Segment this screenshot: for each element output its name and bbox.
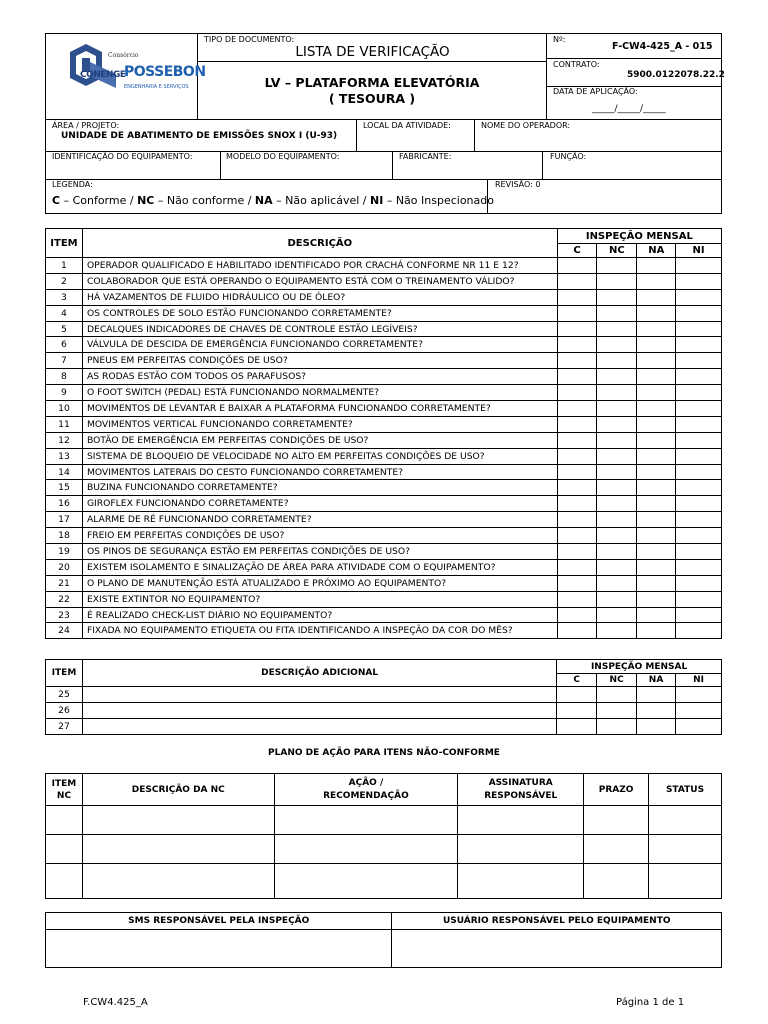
check-cell-c[interactable]: [557, 273, 597, 289]
local-atividade-label: LOCAL DA ATIVIDADE:: [363, 121, 451, 130]
check-cell-nc[interactable]: [597, 305, 637, 321]
check-cell-c[interactable]: [557, 432, 597, 448]
adicional-col-na-header: NA: [637, 674, 676, 687]
plano-row: [46, 835, 722, 864]
check-cell-nc[interactable]: [597, 385, 637, 401]
check-cell-ni[interactable]: [676, 321, 722, 337]
checklist-row: [46, 401, 722, 417]
sms-signature-field[interactable]: [46, 930, 392, 968]
check-cell-nc[interactable]: [597, 448, 637, 464]
nome-operador-cell[interactable]: [475, 120, 721, 152]
adicional-description-field[interactable]: [82, 703, 556, 719]
plano-col-acao: [274, 774, 458, 806]
check-cell-na[interactable]: [637, 559, 676, 575]
item-number: 8: [46, 369, 83, 385]
check-cell-ni[interactable]: [676, 575, 722, 591]
document-title: LV – PLATAFORMA ELEVATÓRIA: [264, 75, 480, 90]
adicional-row: [46, 703, 722, 719]
check-cell-na[interactable]: [637, 258, 676, 274]
legenda-code-nc: NC: [137, 194, 155, 207]
check-cell-na[interactable]: [637, 464, 676, 480]
item-description: É REALIZADO CHECK-LIST DIÁRIO NO EQUIPAMENTO?: [82, 607, 557, 623]
item-number: 19: [46, 544, 83, 560]
item-number: 15: [46, 480, 83, 496]
plano-title: PLANO DE AÇÃO PARA ITENS NÃO-CONFORME: [268, 748, 500, 758]
adicional-check-cell-ni[interactable]: [676, 703, 722, 719]
check-cell-ni[interactable]: [676, 528, 722, 544]
check-cell-c[interactable]: [557, 416, 597, 432]
plano-cell[interactable]: [82, 806, 274, 835]
adicional-check-cell-c[interactable]: [557, 703, 597, 719]
plano-cell[interactable]: [46, 864, 83, 899]
check-cell-nc[interactable]: [597, 480, 637, 496]
logo-brand-left: CONENGE: [80, 70, 126, 80]
item-number: 17: [46, 512, 83, 528]
adicional-description-field[interactable]: [82, 719, 556, 735]
adicional-col-c-header: C: [557, 674, 597, 687]
plano-col-acao-line2: RECOMENDAÇÃO: [323, 790, 409, 801]
adicional-check-cell-nc[interactable]: [597, 687, 637, 703]
adicional-check-cell-c[interactable]: [557, 719, 597, 735]
area-projeto-label: ÁREA / PROJETO:: [52, 121, 120, 130]
footer-code: F.CW4.425_A: [83, 997, 148, 1008]
assinaturas-table: [45, 912, 722, 968]
check-cell-c[interactable]: [557, 591, 597, 607]
plano-col-acao-line1: AÇÃO /: [348, 777, 384, 788]
check-cell-c[interactable]: [557, 337, 597, 353]
plano-col-item: [46, 774, 83, 806]
contrato-value: 5900.0122078.22.2: [627, 70, 725, 80]
adicional-table: [45, 659, 722, 735]
legenda-text: [52, 194, 494, 207]
item-description: GIROFLEX FUNCIONANDO CORRETAMENTE?: [82, 496, 557, 512]
adicional-row: [46, 687, 722, 703]
check-cell-ni[interactable]: [676, 305, 722, 321]
check-cell-c[interactable]: [557, 528, 597, 544]
check-cell-nc[interactable]: [597, 369, 637, 385]
check-cell-c[interactable]: [557, 575, 597, 591]
checklist-row: [46, 512, 722, 528]
item-number: 11: [46, 416, 83, 432]
adicional-item-number: 26: [46, 703, 83, 719]
check-cell-c[interactable]: [557, 353, 597, 369]
plano-cell[interactable]: [584, 864, 649, 899]
plano-cell[interactable]: [46, 835, 83, 864]
col-c-header: C: [557, 244, 597, 258]
adicional-check-cell-c[interactable]: [557, 687, 597, 703]
checklist-row: [46, 496, 722, 512]
checklist-row: [46, 305, 722, 321]
logo-tagline: ENGENHARIA E SERVIÇOS: [124, 84, 189, 90]
area-projeto-value: UNIDADE DE ABATIMENTO DE EMISSÕES SNOX I (U-93): [61, 131, 338, 141]
item-number: 10: [46, 401, 83, 417]
revisao-cell: [488, 180, 721, 213]
check-cell-nc[interactable]: [597, 289, 637, 305]
plano-cell[interactable]: [274, 806, 458, 835]
revisao-label: REVISÃO: 0: [495, 180, 541, 189]
item-description: ALARME DE RÉ FUNCIONANDO CORRETAMENTE?: [82, 512, 557, 528]
item-number: 5: [46, 321, 83, 337]
checklist-row: [46, 591, 722, 607]
item-description: BOTÃO DE EMERGÊNCIA EM PERFEITAS CONDIÇÕES DE USO?: [82, 432, 557, 448]
col-descricao-header: DESCRIÇÃO: [82, 229, 557, 258]
checklist-row: [46, 575, 722, 591]
check-cell-nc[interactable]: [597, 496, 637, 512]
check-cell-nc[interactable]: [597, 575, 637, 591]
check-cell-c[interactable]: [557, 544, 597, 560]
checklist-row: [46, 273, 722, 289]
legenda-text-nc: – Não conforme /: [154, 194, 255, 207]
check-cell-ni[interactable]: [676, 273, 722, 289]
check-cell-ni[interactable]: [676, 385, 722, 401]
adicional-check-cell-nc[interactable]: [597, 703, 637, 719]
plano-cell[interactable]: [46, 806, 83, 835]
item-number: 12: [46, 432, 83, 448]
check-cell-ni[interactable]: [676, 512, 722, 528]
check-cell-c[interactable]: [557, 464, 597, 480]
fabricante-cell[interactable]: [393, 152, 543, 180]
check-cell-ni[interactable]: [676, 623, 722, 639]
legenda-text-na: – Não aplicável /: [272, 194, 371, 207]
check-cell-na[interactable]: [637, 544, 676, 560]
adicional-check-cell-ni[interactable]: [676, 687, 722, 703]
usuario-responsavel-header: USUÁRIO RESPONSÁVEL PELO EQUIPAMENTO: [392, 913, 722, 930]
item-number: 20: [46, 559, 83, 575]
plano-col-descricao: DESCRIÇÃO DA NC: [82, 774, 274, 806]
check-cell-na[interactable]: [637, 448, 676, 464]
plano-col-status: STATUS: [649, 774, 722, 806]
checklist-row: [46, 432, 722, 448]
sms-responsavel-header: SMS RESPONSÁVEL PELA INSPEÇÃO: [46, 913, 392, 930]
check-cell-ni[interactable]: [676, 559, 722, 575]
check-cell-c[interactable]: [557, 496, 597, 512]
legenda-text-c: – Conforme /: [60, 194, 138, 207]
checklist-row: [46, 337, 722, 353]
check-cell-na[interactable]: [637, 321, 676, 337]
plano-cell[interactable]: [458, 864, 584, 899]
check-cell-na[interactable]: [637, 273, 676, 289]
check-cell-nc[interactable]: [597, 337, 637, 353]
col-ni-header: NI: [676, 244, 722, 258]
plano-col-item-line2: NC: [56, 790, 72, 801]
area-projeto-cell: [46, 120, 357, 152]
legenda-label: LEGENDA:: [52, 180, 93, 189]
adicional-check-cell-na[interactable]: [637, 687, 676, 703]
check-cell-ni[interactable]: [676, 416, 722, 432]
plano-col-assinatura: [458, 774, 584, 806]
check-cell-nc[interactable]: [597, 528, 637, 544]
plano-cell[interactable]: [82, 864, 274, 899]
adicional-col-item-header: ITEM: [46, 660, 83, 687]
col-nc-header: NC: [597, 244, 637, 258]
checklist-row: [46, 464, 722, 480]
checklist-row: [46, 544, 722, 560]
checklist-row: [46, 528, 722, 544]
plano-cell[interactable]: [82, 835, 274, 864]
adicional-item-number: 25: [46, 687, 83, 703]
plano-cell[interactable]: [458, 806, 584, 835]
check-cell-nc[interactable]: [597, 401, 637, 417]
check-cell-ni[interactable]: [676, 480, 722, 496]
identificacao-equipamento-label: IDENTIFICAÇÃO DO EQUIPAMENTO:: [52, 152, 193, 161]
check-cell-nc[interactable]: [597, 464, 637, 480]
plano-cell[interactable]: [274, 835, 458, 864]
fabricante-label: FABRICANTE:: [399, 152, 452, 161]
checklist-row: [46, 623, 722, 639]
item-number: 3: [46, 289, 83, 305]
numero-value: F-CW4-425_A - 015: [612, 41, 713, 52]
check-cell-nc[interactable]: [597, 607, 637, 623]
title-cell: [198, 62, 547, 120]
plano-cell[interactable]: [649, 806, 722, 835]
logo: [46, 34, 206, 120]
tipo-documento-cell: [198, 34, 547, 62]
adicional-check-cell-nc[interactable]: [597, 719, 637, 735]
plano-col-assinatura-line2: RESPONSÁVEL: [484, 790, 558, 801]
item-number: 21: [46, 575, 83, 591]
check-cell-ni[interactable]: [676, 353, 722, 369]
plano-cell[interactable]: [649, 835, 722, 864]
legenda-code-na: NA: [254, 194, 273, 207]
col-na-header: NA: [637, 244, 676, 258]
tipo-documento-label: TIPO DE DOCUMENTO:: [204, 35, 295, 44]
check-cell-ni[interactable]: [676, 544, 722, 560]
item-description: SISTEMA DE BLOQUEIO DE VELOCIDADE NO ALTO EM PERFEITAS CONDIÇÕES DE USO?: [82, 448, 557, 464]
tipo-documento-value: LISTA DE VERIFICAÇÃO: [295, 44, 450, 60]
check-cell-ni[interactable]: [676, 464, 722, 480]
check-cell-nc[interactable]: [597, 544, 637, 560]
plano-row: [46, 806, 722, 835]
plano-cell[interactable]: [584, 806, 649, 835]
adicional-body: [46, 687, 722, 735]
check-cell-na[interactable]: [637, 480, 676, 496]
check-cell-na[interactable]: [637, 369, 676, 385]
plano-col-assinatura-line1: ASSINATURA: [488, 777, 553, 788]
check-cell-c[interactable]: [557, 448, 597, 464]
item-number: 22: [46, 591, 83, 607]
footer-page: Página 1 de 1: [616, 997, 685, 1008]
check-cell-ni[interactable]: [676, 337, 722, 353]
check-cell-na[interactable]: [637, 385, 676, 401]
item-description: FIXADA NO EQUIPAMENTO ETIQUETA OU FITA IDENTIFICANDO A INSPEÇÃO DA COR DO MÊS?: [82, 623, 557, 639]
check-cell-c[interactable]: [557, 401, 597, 417]
check-cell-nc[interactable]: [597, 512, 637, 528]
plano-cell[interactable]: [584, 835, 649, 864]
item-description: OPERADOR QUALIFICADO E HABILITADO IDENTIFICADO POR CRACHÁ CONFORME NR 11 E 12?: [82, 258, 557, 274]
item-description: BUZINA FUNCIONANDO CORRETAMENTE?: [82, 480, 557, 496]
item-number: 4: [46, 305, 83, 321]
funcao-label: FUNÇÃO:: [550, 152, 587, 161]
item-description: PNEUS EM PERFEITAS CONDIÇÕES DE USO?: [82, 353, 557, 369]
adicional-col-inspecao-header: INSPEÇÃO MENSAL: [557, 660, 722, 674]
item-number: 6: [46, 337, 83, 353]
item-description: FREIO EM PERFEITAS CONDIÇÕES DE USO?: [82, 528, 557, 544]
check-cell-c[interactable]: [557, 321, 597, 337]
item-description: O FOOT SWITCH (PEDAL) ESTÁ FUNCIONANDO NORMALMENTE?: [82, 385, 557, 401]
checklist-body: [46, 258, 722, 639]
item-description: MOVIMENTOS LATERAIS DO CESTO FUNCIONANDO CORRETAMENTE?: [82, 464, 557, 480]
checklist-row: [46, 369, 722, 385]
plano-col-item-line1: ITEM: [51, 778, 77, 789]
check-cell-c[interactable]: [557, 559, 597, 575]
check-cell-nc[interactable]: [597, 591, 637, 607]
adicional-check-cell-ni[interactable]: [676, 719, 722, 735]
adicional-row: [46, 719, 722, 735]
usuario-signature-field[interactable]: [392, 930, 722, 968]
plano-table: [45, 773, 722, 899]
checklist-row: [46, 448, 722, 464]
item-number: 16: [46, 496, 83, 512]
item-number: 13: [46, 448, 83, 464]
identificacao-equipamento-cell[interactable]: [46, 152, 221, 180]
checklist-row: [46, 258, 722, 274]
legenda-code-c: C: [52, 194, 61, 207]
plano-cell[interactable]: [649, 864, 722, 899]
checklist-row: [46, 321, 722, 337]
checklist-row: [46, 416, 722, 432]
item-number: 9: [46, 385, 83, 401]
check-cell-nc[interactable]: [597, 273, 637, 289]
checklist-row: [46, 607, 722, 623]
check-cell-c[interactable]: [557, 289, 597, 305]
check-cell-c[interactable]: [557, 607, 597, 623]
check-cell-c[interactable]: [557, 258, 597, 274]
numero-label: Nº:: [553, 35, 566, 44]
check-cell-c[interactable]: [557, 369, 597, 385]
adicional-description-field[interactable]: [82, 687, 556, 703]
item-number: 7: [46, 353, 83, 369]
check-cell-c[interactable]: [557, 305, 597, 321]
plano-col-prazo: PRAZO: [584, 774, 649, 806]
col-inspecao-header: INSPEÇÃO MENSAL: [557, 229, 721, 244]
check-cell-ni[interactable]: [676, 289, 722, 305]
check-cell-ni[interactable]: [676, 401, 722, 417]
item-description: DECALQUES INDICADORES DE CHAVES DE CONTROLE ESTÃO LEGÍVEIS?: [82, 321, 557, 337]
modelo-equipamento-label: MODELO DO EQUIPAMENTO:: [226, 152, 340, 161]
check-cell-na[interactable]: [637, 575, 676, 591]
modelo-equipamento-cell[interactable]: [221, 152, 393, 180]
check-cell-ni[interactable]: [676, 607, 722, 623]
check-cell-ni[interactable]: [676, 369, 722, 385]
nome-operador-label: NOME DO OPERADOR:: [481, 121, 571, 130]
data-aplicacao-label: DATA DE APLICAÇÃO:: [553, 87, 638, 96]
legenda-cell: [46, 180, 494, 213]
check-cell-na[interactable]: [637, 289, 676, 305]
check-cell-na[interactable]: [637, 305, 676, 321]
checklist-table: [45, 228, 722, 639]
contrato-cell: [547, 59, 725, 87]
checklist-row: [46, 559, 722, 575]
item-number: 1: [46, 258, 83, 274]
logo-consorcio: Consórcio: [108, 52, 139, 59]
check-cell-ni[interactable]: [676, 258, 722, 274]
check-cell-c[interactable]: [557, 385, 597, 401]
checklist-row: [46, 385, 722, 401]
plano-cell[interactable]: [274, 864, 458, 899]
check-cell-nc[interactable]: [597, 258, 637, 274]
data-aplicacao-cell: [547, 87, 721, 120]
item-description: MOVIMENTOS DE LEVANTAR E BAIXAR A PLATAFORMA FUNCIONANDO CORRETAMENTE?: [82, 401, 557, 417]
item-description: OS CONTROLES DE SOLO ESTÃO FUNCIONANDO CORRETAMENTE?: [82, 305, 557, 321]
legenda-code-ni: NI: [370, 194, 384, 207]
contrato-label: CONTRATO:: [553, 60, 600, 69]
adicional-item-number: 27: [46, 719, 83, 735]
item-description: MOVIMENTOS VERTICAL FUNCIONANDO CORRETAMENTE?: [82, 416, 557, 432]
check-cell-c[interactable]: [557, 480, 597, 496]
check-cell-na[interactable]: [637, 528, 676, 544]
checklist-row: [46, 480, 722, 496]
check-cell-nc[interactable]: [597, 432, 637, 448]
funcao-cell[interactable]: [543, 152, 721, 180]
col-item-header: ITEM: [46, 229, 83, 258]
check-cell-na[interactable]: [637, 401, 676, 417]
check-cell-na[interactable]: [637, 607, 676, 623]
adicional-col-nc-header: NC: [597, 674, 637, 687]
check-cell-nc[interactable]: [597, 353, 637, 369]
adicional-col-ni-header: NI: [676, 674, 722, 687]
item-description: AS RODAS ESTÃO COM TODOS OS PARAFUSOS?: [82, 369, 557, 385]
check-cell-na[interactable]: [637, 623, 676, 639]
check-cell-ni[interactable]: [676, 496, 722, 512]
check-cell-nc[interactable]: [597, 321, 637, 337]
check-cell-na[interactable]: [637, 416, 676, 432]
check-cell-na[interactable]: [637, 512, 676, 528]
check-cell-nc[interactable]: [597, 416, 637, 432]
plano-cell[interactable]: [458, 835, 584, 864]
check-cell-ni[interactable]: [676, 448, 722, 464]
check-cell-nc[interactable]: [597, 623, 637, 639]
legenda-text-ni: – Não Inspecionado: [383, 194, 494, 207]
check-cell-na[interactable]: [637, 591, 676, 607]
item-number: 2: [46, 273, 83, 289]
item-description: O PLANO DE MANUTENÇÃO ESTÁ ATUALIZADO E PRÓXIMO AO EQUIPAMENTO?: [82, 575, 557, 591]
document-subtitle: ( TESOURA ): [328, 91, 416, 106]
checklist-row: [46, 353, 722, 369]
item-number: 14: [46, 464, 83, 480]
item-description: EXISTE EXTINTOR NO EQUIPAMENTO?: [82, 591, 557, 607]
adicional-check-cell-na[interactable]: [637, 719, 676, 735]
check-cell-na[interactable]: [637, 337, 676, 353]
check-cell-c[interactable]: [557, 512, 597, 528]
numero-cell: [547, 34, 721, 59]
item-description: COLABORADOR QUE ESTÁ OPERANDO O EQUIPAMENTO ESTÁ COM O TREINAMENTO VÁLIDO?: [82, 273, 557, 289]
check-cell-c[interactable]: [557, 623, 597, 639]
checklist-row: [46, 289, 722, 305]
item-number: 23: [46, 607, 83, 623]
check-cell-na[interactable]: [637, 432, 676, 448]
plano-row: [46, 864, 722, 899]
adicional-check-cell-na[interactable]: [637, 703, 676, 719]
item-description: OS PINOS DE SEGURANÇA ESTÃO EM PERFEITAS CONDIÇÕES DE USO?: [82, 544, 557, 560]
check-cell-na[interactable]: [637, 496, 676, 512]
item-description: VÁLVULA DE DESCIDA DE EMERGÊNCIA FUNCIONANDO CORRETAMENTE?: [82, 337, 557, 353]
item-number: 18: [46, 528, 83, 544]
logo-brand-right: POSSEBON: [124, 64, 206, 80]
local-atividade-cell[interactable]: [357, 120, 475, 152]
item-description: EXISTEM ISOLAMENTO E SINALIZAÇÃO DE ÁREA PARA ATIVIDADE COM O EQUIPAMENTO?: [82, 559, 557, 575]
check-cell-ni[interactable]: [676, 591, 722, 607]
adicional-col-descricao-header: DESCRIÇÃO ADICIONAL: [82, 660, 556, 687]
check-cell-nc[interactable]: [597, 559, 637, 575]
data-aplicacao-value[interactable]: _____/_____/_____: [592, 104, 666, 114]
check-cell-ni[interactable]: [676, 432, 722, 448]
item-number: 24: [46, 623, 83, 639]
item-description: HÁ VAZAMENTOS DE FLUIDO HIDRÁULICO OU DE ÓLEO?: [82, 289, 557, 305]
check-cell-na[interactable]: [637, 353, 676, 369]
